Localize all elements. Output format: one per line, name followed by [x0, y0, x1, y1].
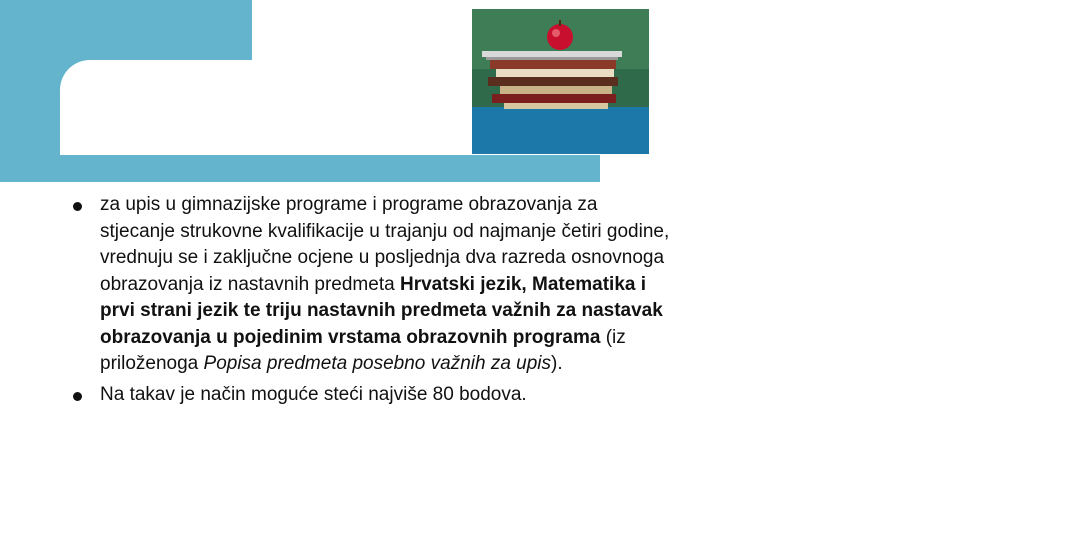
banner-line-1: UPISI U — [1026, 130, 1068, 142]
bullet-1-paren-close: ). — [551, 353, 563, 374]
books-illustration — [472, 9, 649, 154]
bullet-dot-icon — [73, 392, 82, 401]
books-apple-image — [472, 9, 1068, 168]
bullet-1-bold-subjects: Hrvatski jezik, Matematika i prvi strani jezik te triju nastavnih predmeta važnih za nastavak obrazovanja u pojedinim vrstama obrazovnih programa — [100, 273, 663, 348]
bullet-1-italic-list: Popisa predmeta posebno važnih za upis — [203, 353, 552, 374]
bullet-item-2 — [70, 382, 670, 409]
banner-text — [1014, 130, 1068, 169]
bullet-item-1 — [70, 192, 670, 378]
bullet-1-text: za upis u gimnazijske programe i programe obrazovanja za stjecanje strukovne kvalifikacije u trajanju od najmanje četiri godine, vrednuju se i zaključne ocjene u posljednja dva razreda osnovnoga obrazovanja iz nastavnih predmeta — [100, 194, 670, 295]
banner-line-2: SREDNJU ŠKOLU — [1014, 143, 1068, 168]
title-band — [0, 155, 600, 182]
bullet-1-paren-open: (iz priloženoga — [100, 326, 626, 374]
bullet-2-text: Na takav je način moguće steći najviše 80 bodova. — [100, 383, 527, 405]
apple-icon — [547, 24, 573, 50]
bullet-list — [70, 192, 670, 408]
bullet-dot-icon — [73, 202, 82, 211]
